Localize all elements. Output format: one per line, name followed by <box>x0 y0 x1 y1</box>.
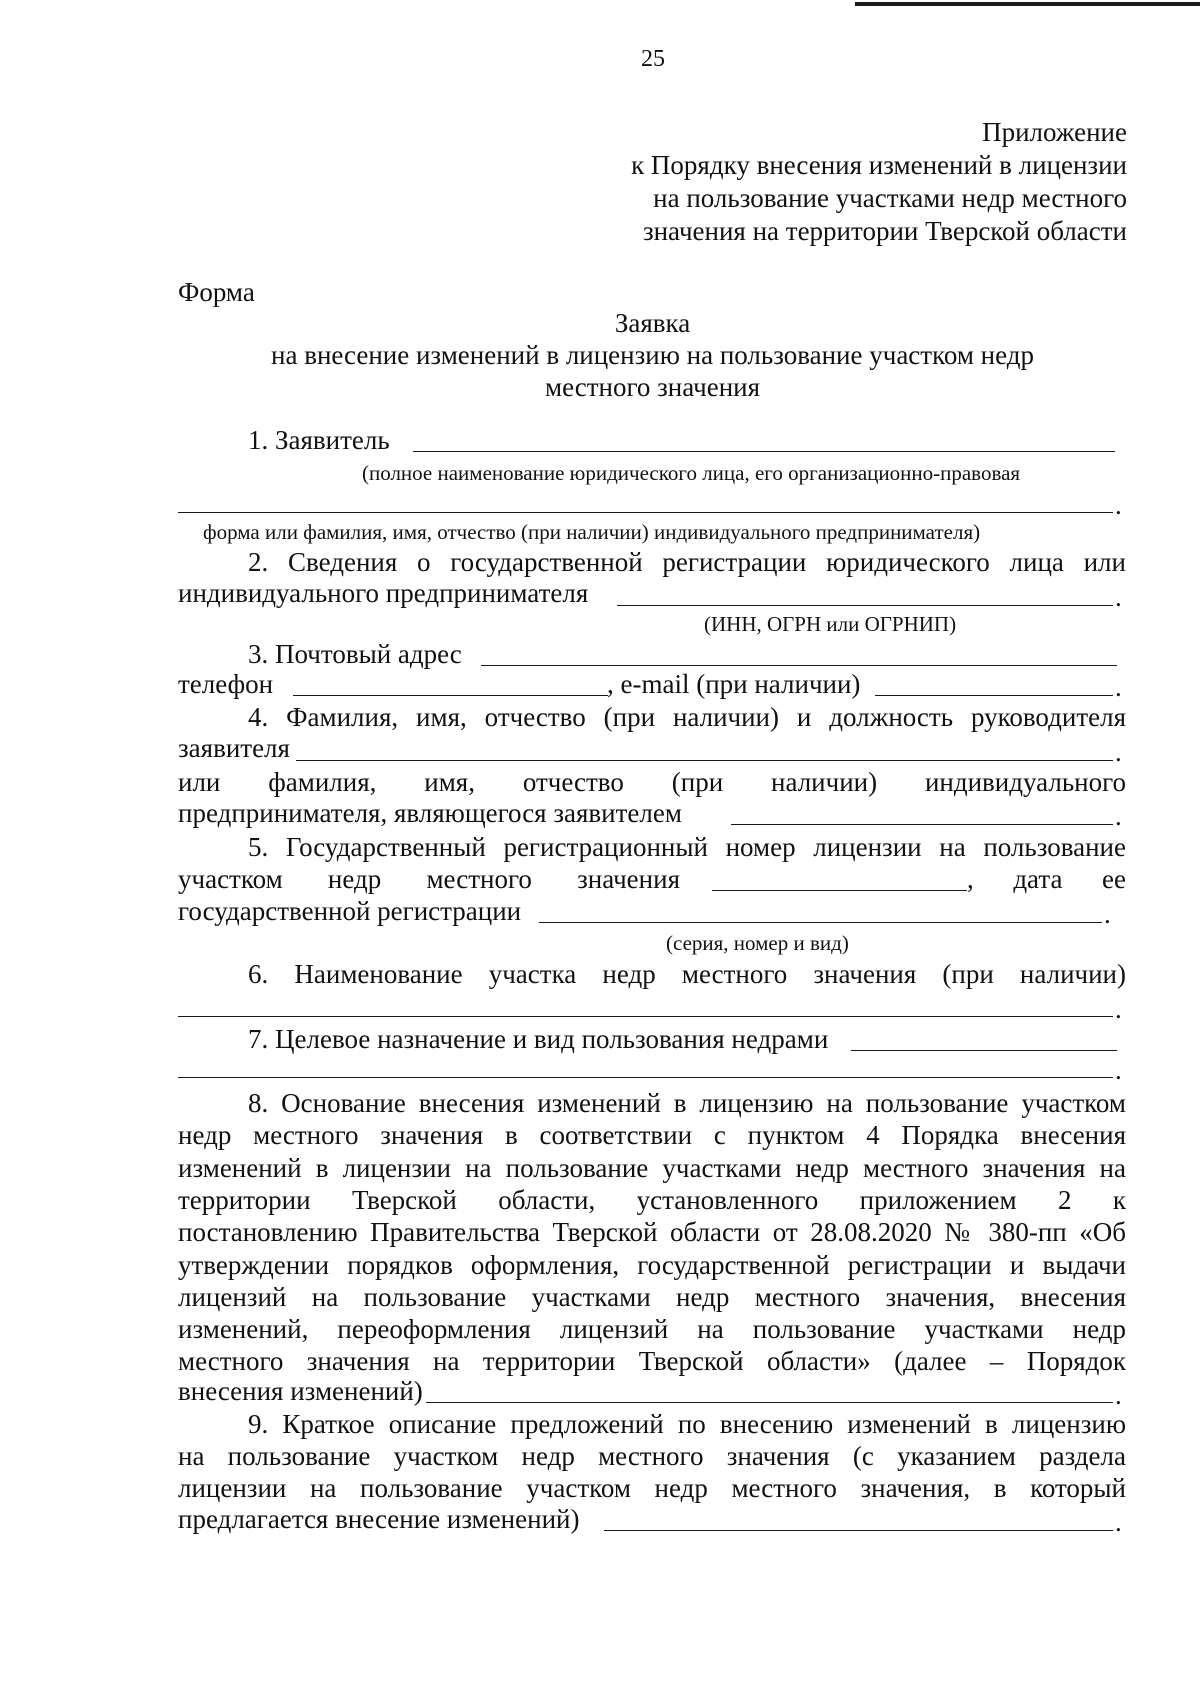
item4-line: предпринимателя, являющегося заявителем <box>178 798 682 828</box>
period: . <box>1115 1507 1122 1537</box>
period: . <box>1115 737 1122 767</box>
item5-line: участком недр местного значения <box>178 864 680 894</box>
period: . <box>1115 801 1122 831</box>
phone-label: телефон <box>178 669 274 699</box>
period: . <box>1115 1380 1122 1410</box>
period: . <box>1115 1055 1122 1085</box>
period: . <box>1115 490 1122 520</box>
registration-field[interactable] <box>617 605 1113 606</box>
item9-line: лицензии на пользование участком недр местного значения, в который <box>178 1473 1126 1503</box>
item4-line: 4. Фамилия, имя, отчество (при наличии) и должность руководителя <box>248 702 1126 732</box>
item5-caption: (серия, номер и вид) <box>666 931 849 955</box>
period: . <box>1115 582 1122 612</box>
item4-line: заявителя <box>178 733 290 763</box>
appendix-header <box>631 116 1127 248</box>
item7-line: 7. Целевое назначение и вид пользования недрами <box>248 1024 829 1054</box>
item6-line: 6. Наименование участка недр местного значения (при наличии) <box>248 959 1126 989</box>
period: . <box>1115 672 1122 702</box>
item2-line: индивидуального предпринимателя <box>178 578 589 608</box>
form-title <box>180 307 1125 403</box>
item5-line: 5. Государственный регистрационный номер лицензии на пользование <box>248 832 1126 862</box>
changes-description-field[interactable] <box>604 1530 1113 1531</box>
item9-line: на пользование участком недр местного значения (с указанием раздела <box>178 1441 1126 1471</box>
period: . <box>1104 899 1111 929</box>
applicant-field[interactable] <box>413 451 1115 452</box>
scan-edge-mark <box>855 2 1200 6</box>
page-number: 25 <box>641 46 665 72</box>
item2-caption: (ИНН, ОГРН или ОГРНИП) <box>704 612 957 636</box>
appendix-line: значения на территории Тверской области <box>642 216 1127 246</box>
email-label: , e-mail (при наличии) <box>607 669 861 699</box>
item1-caption: (полное наименование юридического лица, его организационно-правовая <box>362 461 1021 485</box>
form-label: Форма <box>178 277 255 307</box>
item8-line: изменений, переоформления лицензий на пользование участками недр <box>178 1314 1126 1345</box>
item9-line: предлагается внесение изменений) <box>178 1504 580 1534</box>
item4-line: или фамилия, имя, отчество (при наличии) индивидуального <box>178 767 1126 797</box>
entrepreneur-field[interactable] <box>731 824 1113 825</box>
item5-line: , дата ее <box>967 864 1126 894</box>
item8-line: недр местного значения в соответствии с пунктом 4 Порядка внесения <box>178 1120 1126 1151</box>
item3-label: 3. Почтовый адрес <box>248 639 462 669</box>
appendix-line: к Порядку внесения изменений в лицензии <box>631 150 1127 180</box>
item8-line: лицензий на пользование участками недр местного значения, внесения <box>178 1281 1126 1312</box>
item1-caption: форма или фамилия, имя, отчество (при наличии) индивидуального предпринимателя) <box>203 520 981 544</box>
appendix-line: на пользование участками недр местного <box>653 183 1127 213</box>
phone-field[interactable] <box>293 695 608 696</box>
postal-address-field[interactable] <box>481 665 1117 666</box>
title-line: на внесение изменений в лицензию на пользование участком недр <box>271 340 1034 370</box>
email-field[interactable] <box>875 695 1113 696</box>
item8-line: территории Тверской области, установленного приложением 2 к <box>178 1184 1126 1215</box>
site-name-field[interactable] <box>178 1016 1113 1017</box>
item1-label: 1. Заявитель <box>248 425 390 455</box>
item8-line: 8. Основание внесения изменений в лицензию на пользование участком <box>248 1088 1126 1118</box>
period: . <box>1115 994 1122 1024</box>
item8-line: утверждении порядков оформления, государственной регистрации и выдачи <box>178 1249 1126 1280</box>
item2-line: 2. Сведения о государственной регистрации юридического лица или <box>248 547 1126 577</box>
appendix-line: Приложение <box>982 117 1127 147</box>
item8-line: изменений в лицензии на пользование участками недр местного значения на <box>178 1152 1126 1183</box>
item8-line: внесения изменений) <box>178 1376 423 1406</box>
basis-field[interactable] <box>426 1402 1113 1403</box>
item8-line: местного значения на территории Тверской области» (далее – Порядок <box>178 1346 1126 1377</box>
registration-date-field[interactable] <box>539 922 1102 923</box>
applicant-form-field[interactable] <box>178 512 1113 513</box>
title-line: местного значения <box>544 372 761 402</box>
item9-line: 9. Краткое описание предложений по внесению изменений в лицензию <box>248 1409 1126 1439</box>
license-number-field[interactable] <box>712 890 967 891</box>
purpose-continued-field[interactable] <box>178 1077 1113 1078</box>
purpose-field[interactable] <box>851 1050 1117 1051</box>
item8-line: постановлению Правительства Тверской области от 28.08.2020 № 380-пп «Об <box>178 1217 1126 1248</box>
director-field[interactable] <box>296 760 1113 761</box>
item5-line: государственной регистрации <box>178 896 522 926</box>
title-line: Заявка <box>614 308 691 338</box>
